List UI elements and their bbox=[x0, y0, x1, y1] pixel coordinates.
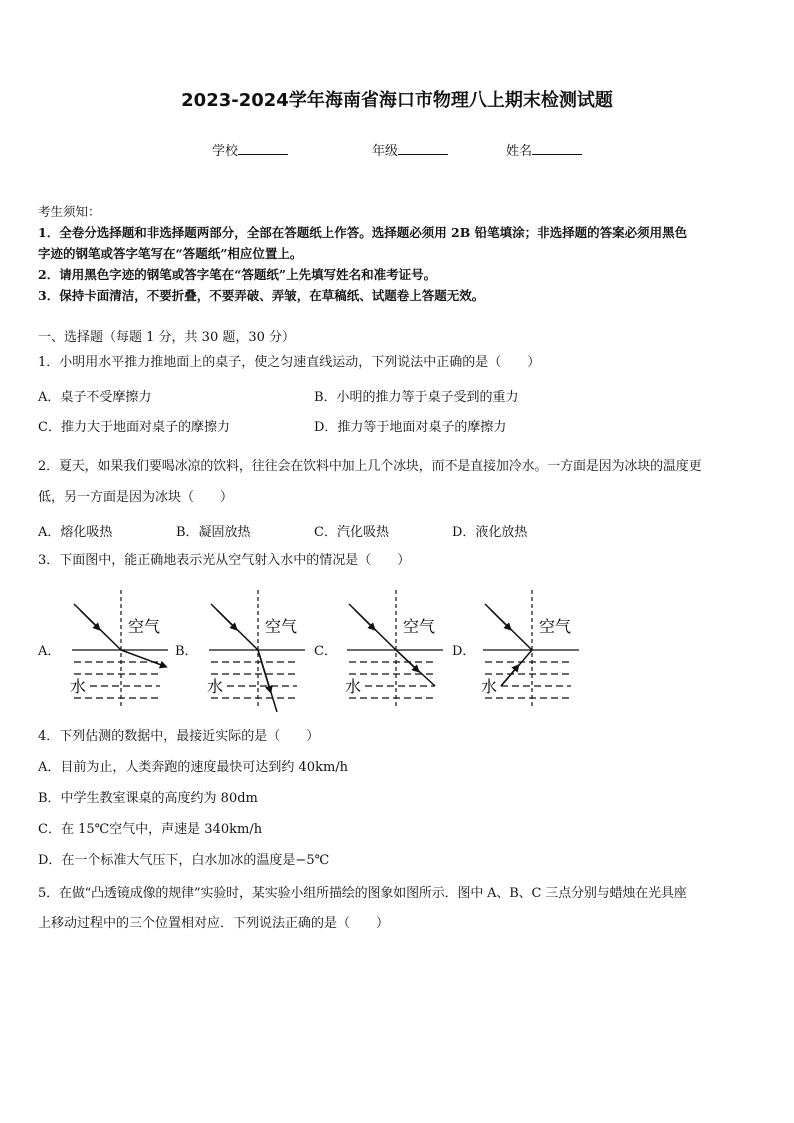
question-1-option-a: A．桌子不受摩擦力 bbox=[38, 390, 152, 405]
diagram-d-air-label: 空气 bbox=[539, 617, 572, 636]
question-3-label-c: C． bbox=[314, 644, 337, 659]
question-2-option-c: C．汽化吸热 bbox=[314, 525, 389, 540]
question-1-option-d: D．推力等于地面对桌子的摩擦力 bbox=[314, 420, 507, 435]
question-1-option-c: C．推力大于地面对桌子的摩擦力 bbox=[38, 420, 230, 435]
question-4-option-b: B．中学生教室课桌的高度约为 80dm bbox=[38, 791, 258, 806]
notice-item-1-line-1: 1．全卷分选择题和非选择题两部分，全部在答题纸上作答。选择题必须用 2B 铅笔填涂；非选择题的答案必须用黑色 bbox=[38, 225, 688, 240]
question-1-option-b: B．小明的推力等于桌子受到的重力 bbox=[314, 390, 519, 405]
school-field bbox=[212, 140, 288, 159]
diagram-b-air-label: 空气 bbox=[265, 617, 298, 636]
name-blank bbox=[532, 142, 582, 155]
question-4-option-a: A．目前为止，人类奔跑的速度最快可达到约 40km/h bbox=[38, 760, 349, 775]
question-2-option-b: B．凝固放热 bbox=[176, 525, 251, 540]
refraction-diagram-b bbox=[205, 588, 305, 713]
question-2-option-d: D．液化放热 bbox=[452, 525, 528, 540]
grade-blank bbox=[398, 142, 448, 155]
question-3-label-b: B． bbox=[175, 644, 198, 659]
school-blank bbox=[238, 142, 288, 155]
diagram-c-water-label: 水 bbox=[345, 677, 362, 696]
diagram-c-air-label: 空气 bbox=[403, 617, 436, 636]
grade-label: 年级 bbox=[372, 144, 399, 159]
name-field bbox=[506, 140, 582, 159]
notice-item-2: 2．请用黑色字迹的钢笔或答字笔在“答题纸”上先填写姓名和准考证号。 bbox=[38, 267, 437, 282]
name-label: 姓名 bbox=[506, 144, 533, 159]
refraction-diagram-d bbox=[479, 588, 579, 713]
question-3-label-a: A． bbox=[38, 644, 61, 659]
question-2-option-a: A．熔化吸热 bbox=[38, 525, 113, 540]
diagram-a-water-label: 水 bbox=[70, 677, 87, 696]
question-2-stem-line-2: 低，另一方面是因为冰块（ ） bbox=[38, 490, 234, 505]
question-5-stem-line-1: 5．在做“凸透镜成像的规律”实验时，某实验小组所描绘的图象如图所示．图中 A、B、C 三点分别与蜡烛在光具座 bbox=[38, 886, 687, 901]
question-4-stem: 4．下列估测的数据中，最接近实际的是（ ） bbox=[38, 729, 320, 744]
question-3-stem: 3．下面图中，能正确地表示光从空气射入水中的情况是（ ） bbox=[38, 553, 411, 568]
notice-item-1-line-2: 字迹的钢笔或答字笔写在“答题纸”相应位置上。 bbox=[38, 246, 303, 261]
diagram-b-water-label: 水 bbox=[207, 677, 224, 696]
refraction-diagram-c bbox=[343, 588, 443, 713]
grade-field bbox=[372, 140, 448, 159]
notice-item-3: 3．保持卡面清洁，不要折叠，不要弄破、弄皱，在草稿纸、试题卷上答题无效。 bbox=[38, 288, 485, 303]
question-4-option-d: D．在一个标准大气压下，白水加冰的温度是−5℃ bbox=[38, 853, 330, 868]
notice-block bbox=[38, 201, 760, 306]
question-2-stem-line-1: 2．夏天，如果我们要喝冰凉的饮料，往往会在饮料中加上几个冰块，而不是直接加冷水。一方面是因为冰块的温度更 bbox=[38, 459, 702, 474]
question-4-option-c: C．在 15℃空气中，声速是 340km/h bbox=[38, 822, 263, 837]
diagram-a-air-label: 空气 bbox=[128, 617, 161, 636]
section-heading: 一、选择题（每题 1 分，共 30 题，30 分） bbox=[38, 330, 296, 345]
school-label: 学校 bbox=[212, 144, 239, 159]
page-title: 2023-2024学年海南省海口市物理八上期末检测试题 bbox=[181, 90, 613, 111]
diagram-d-water-label: 水 bbox=[481, 677, 498, 696]
question-1-stem: 1．小明用水平推力推地面上的桌子，使之匀速直线运动，下列说法中正确的是（ ） bbox=[38, 355, 541, 370]
notice-heading: 考生须知： bbox=[38, 204, 101, 219]
question-5-stem-line-2: 上移动过程中的三个位置相对应．下列说法正确的是（ ） bbox=[38, 916, 390, 931]
question-3-label-d: D． bbox=[452, 644, 476, 659]
refraction-diagram-a bbox=[68, 588, 168, 713]
